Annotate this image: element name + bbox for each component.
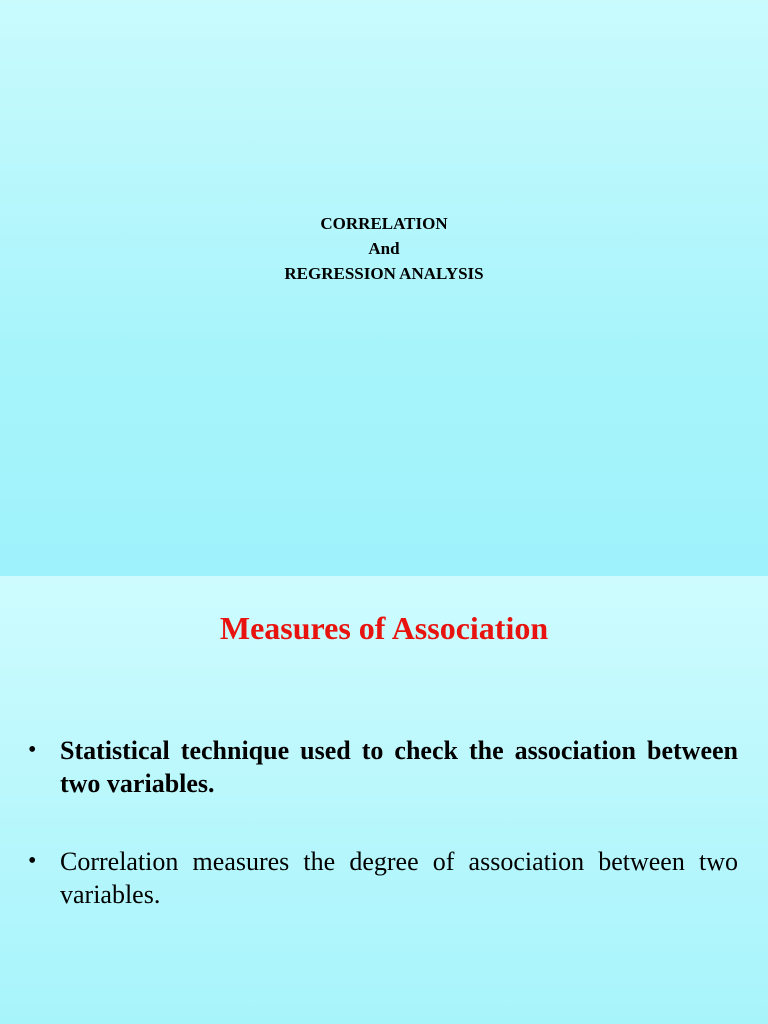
title-line-regression-analysis: REGRESSION ANALYSIS (284, 264, 484, 283)
title-line-and: And (368, 239, 400, 258)
bullet-item (28, 734, 738, 800)
bullet-marker: • (28, 737, 37, 763)
bullet-text: Statistical technique used to check the association between two variables. (60, 736, 738, 798)
title-line-correlation: CORRELATION (320, 214, 448, 233)
bullet-marker: • (28, 848, 37, 874)
slide-heading: Measures of Association (219, 610, 549, 646)
measures-of-association-slide (0, 576, 768, 1024)
bullet-item (28, 845, 738, 911)
title-slide-heading (0, 211, 768, 286)
bullet-text: Correlation measures the degree of association between two variables. (60, 847, 738, 909)
